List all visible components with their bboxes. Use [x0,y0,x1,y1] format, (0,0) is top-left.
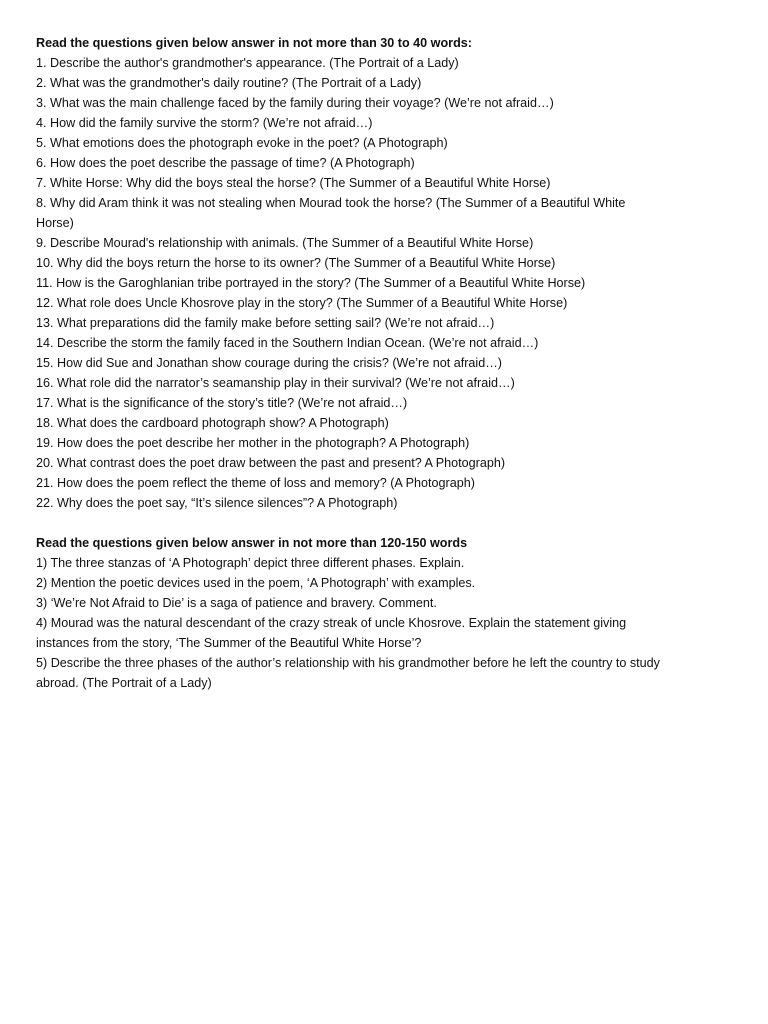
short-answer-section [36,33,726,513]
question-item: 8. Why did Aram think it was not stealing when Mourad took the horse? (The Summer of a Beautiful White Horse) [36,196,626,230]
question-item: 17. What is the significance of the story’s title? (We’re not afraid…) [36,396,408,410]
question-item: 18. What does the cardboard photograph show? A Photograph) [36,416,389,430]
question-item: 19. How does the poet describe her mother in the photograph? A Photograph) [36,436,470,450]
question-item: 6. How does the poet describe the passage of time? (A Photograph) [36,156,415,170]
question-item: 22. Why does the poet say, “It’s silence silences”? A Photograph) [36,496,398,510]
question-item: 13. What preparations did the family make before setting sail? (We’re not afraid…) [36,316,495,330]
question-item: 1. Describe the author's grandmother's appearance. (The Portrait of a Lady) [36,56,459,70]
question-item: 20. What contrast does the poet draw between the past and present? A Photograph) [36,456,506,470]
short-answer-question-list [36,53,726,513]
question-item: 1) The three stanzas of ‘A Photograph’ depict three different phases. Explain. [36,556,465,570]
question-item: 21. How does the poem reflect the theme of loss and memory? (A Photograph) [36,476,475,490]
question-item: 4. How did the family survive the storm? (We’re not afraid…) [36,116,373,130]
long-answer-question-list [36,553,726,693]
question-item: 3) ‘We’re Not Afraid to Die’ is a saga of patience and bravery. Comment. [36,596,437,610]
question-item: 10. Why did the boys return the horse to its owner? (The Summer of a Beautiful White Horse) [36,256,556,270]
question-item: 16. What role did the narrator’s seamanship play in their survival? (We’re not afraid…) [36,376,515,390]
question-item: 2) Mention the poetic devices used in the poem, ‘A Photograph’ with examples. [36,576,476,590]
question-item: 12. What role does Uncle Khosrove play in the story? (The Summer of a Beautiful White Horse) [36,296,568,310]
question-item: 7. White Horse: Why did the boys steal the horse? (The Summer of a Beautiful White Horse) [36,176,551,190]
question-item: 2. What was the grandmother's daily routine? (The Portrait of a Lady) [36,76,422,90]
document-page [36,33,726,693]
question-item: 3. What was the main challenge faced by the family during their voyage? (We’re not afraid…) [36,96,554,110]
question-item: 5) Describe the three phases of the author’s relationship with his grandmother before he left the country to study abroad. (The Portrait of a Lady) [36,656,660,690]
long-answer-heading: Read the questions given below answer in not more than 120-150 words [36,536,468,550]
short-answer-heading: Read the questions given below answer in not more than 30 to 40 words: [36,36,472,50]
question-item: 4) Mourad was the natural descendant of the crazy streak of uncle Khosrove. Explain the statement giving instances from the story, ‘The Summer of the Beautiful White Horse’? [36,616,627,650]
question-item: 14. Describe the storm the family faced in the Southern Indian Ocean. (We’re not afraid…) [36,336,539,350]
question-item: 5. What emotions does the photograph evoke in the poet? (A Photograph) [36,136,448,150]
question-item: 15. How did Sue and Jonathan show courage during the crisis? (We’re not afraid…) [36,356,502,370]
question-item: 9. Describe Mourad's relationship with animals. (The Summer of a Beautiful White Horse) [36,236,534,250]
long-answer-section [36,533,726,693]
question-item: 11. How is the Garoghlanian tribe portrayed in the story? (The Summer of a Beautiful White Horse) [36,276,586,290]
